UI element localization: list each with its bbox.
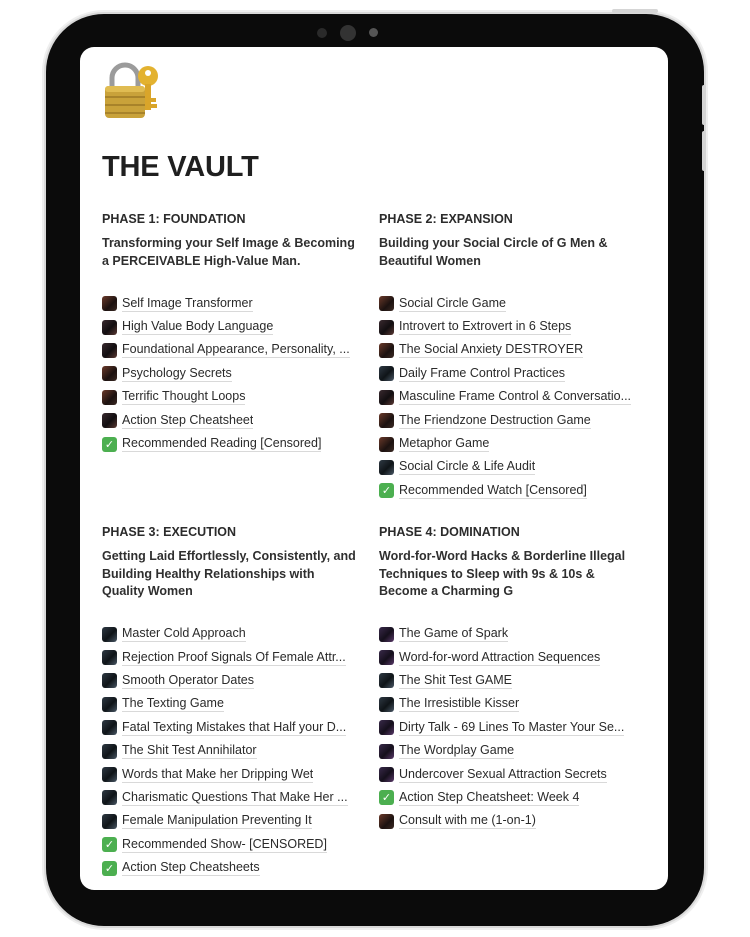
page-link[interactable]: ✓ Recommended Show- [CENSORED] xyxy=(102,833,357,856)
page-link-list xyxy=(102,623,357,880)
phase-subtitle: Getting Laid Effortlessly, Consistently, and Building Healthy Relationships with Quality Women xyxy=(102,549,356,598)
thumbnail-image-icon xyxy=(102,767,117,782)
page-link[interactable]: Dirty Talk - 69 Lines To Master Your Se... xyxy=(379,716,634,739)
phase-heading: PHASE 1: FOUNDATION xyxy=(102,212,246,226)
thumbnail-image-icon xyxy=(379,413,394,428)
thumbnail-image-icon xyxy=(102,296,117,311)
page-link[interactable]: The Texting Game xyxy=(102,693,357,716)
volume-up-button xyxy=(702,85,706,125)
thumbnail-image-icon xyxy=(379,650,394,665)
page-link[interactable]: High Value Body Language xyxy=(102,315,357,338)
page-link[interactable]: Foundational Appearance, Personality, ... xyxy=(102,339,357,362)
thumbnail-image-icon xyxy=(102,814,117,829)
page-link[interactable]: Rejection Proof Signals Of Female Attr... xyxy=(102,646,357,669)
thumbnail-image-icon xyxy=(379,697,394,712)
check-mark-icon: ✓ xyxy=(102,861,117,876)
thumbnail-image-icon xyxy=(379,720,394,735)
phase-subtitle: Building your Social Circle of G Men & Beautiful Women xyxy=(379,236,608,268)
camera-icon xyxy=(340,25,356,41)
page-link[interactable]: Smooth Operator Dates xyxy=(102,669,357,692)
page-link[interactable]: ✓ Action Step Cheatsheet: Week 4 xyxy=(379,786,634,809)
thumbnail-image-icon xyxy=(102,366,117,381)
phase-heading: PHASE 4: DOMINATION xyxy=(379,525,520,539)
page-link[interactable]: Charismatic Questions That Make Her ... xyxy=(102,786,357,809)
phase-section-1 xyxy=(102,211,357,456)
thumbnail-image-icon xyxy=(379,320,394,335)
page-link[interactable]: Terrific Thought Loops xyxy=(102,386,357,409)
page-link[interactable]: Fatal Texting Mistakes that Half your D... xyxy=(102,716,357,739)
phase-section-3 xyxy=(102,524,357,880)
light-sensor-icon xyxy=(369,28,378,37)
phase-heading: PHASE 2: EXPANSION xyxy=(379,212,513,226)
page-link[interactable]: Words that Make her Dripping Wet xyxy=(102,763,357,786)
page-link[interactable]: Word-for-word Attraction Sequences xyxy=(379,646,634,669)
page-link[interactable]: ✓ Recommended Watch [Censored] xyxy=(379,479,634,502)
page-link[interactable]: Master Cold Approach xyxy=(102,623,357,646)
thumbnail-image-icon xyxy=(102,790,117,805)
thumbnail-image-icon xyxy=(102,697,117,712)
page-link[interactable]: The Shit Test Annihilator xyxy=(102,739,357,762)
phase-section-2 xyxy=(379,211,634,503)
lock-with-key-icon xyxy=(102,62,162,120)
page-link[interactable]: The Friendzone Destruction Game xyxy=(379,409,634,432)
phase-section-4 xyxy=(379,524,634,833)
top-button xyxy=(612,9,658,13)
page-link-list xyxy=(379,623,634,834)
page-link[interactable]: Introvert to Extrovert in 6 Steps xyxy=(379,315,634,338)
page-link[interactable]: Psychology Secrets xyxy=(102,362,357,385)
thumbnail-image-icon xyxy=(102,673,117,688)
page-title: THE VAULT xyxy=(102,151,259,183)
page-link-list xyxy=(379,292,634,503)
thumbnail-image-icon xyxy=(102,720,117,735)
thumbnail-image-icon xyxy=(102,627,117,642)
sensor-icon xyxy=(317,28,327,38)
page-link[interactable]: Action Step Cheatsheet xyxy=(102,409,357,432)
thumbnail-image-icon xyxy=(102,744,117,759)
page-link[interactable]: Undercover Sexual Attraction Secrets xyxy=(379,763,634,786)
thumbnail-image-icon xyxy=(379,744,394,759)
page-link[interactable]: Metaphor Game xyxy=(379,432,634,455)
check-mark-icon: ✓ xyxy=(102,837,117,852)
page-link[interactable]: Consult with me (1-on-1) xyxy=(379,810,634,833)
page-link[interactable]: The Game of Spark xyxy=(379,623,634,646)
thumbnail-image-icon xyxy=(379,390,394,405)
page-link[interactable]: The Social Anxiety DESTROYER xyxy=(379,339,634,362)
phase-subtitle: Transforming your Self Image & Becoming a PERCEIVABLE High-Value Man. xyxy=(102,236,355,268)
screen xyxy=(80,47,668,890)
page-link[interactable]: ✓ Recommended Reading [Censored] xyxy=(102,432,357,455)
check-mark-icon: ✓ xyxy=(379,483,394,498)
page-link-list xyxy=(102,292,357,456)
thumbnail-image-icon xyxy=(102,343,117,358)
page-link[interactable]: Masculine Frame Control & Conversatio... xyxy=(379,386,634,409)
page-link[interactable]: Self Image Transformer xyxy=(102,292,357,315)
check-mark-icon: ✓ xyxy=(102,437,117,452)
page-link[interactable]: The Irresistible Kisser xyxy=(379,693,634,716)
page-link[interactable]: Social Circle & Life Audit xyxy=(379,456,634,479)
thumbnail-image-icon xyxy=(379,437,394,452)
volume-down-button xyxy=(702,131,706,171)
check-mark-icon: ✓ xyxy=(379,790,394,805)
phase-subtitle: Word-for-Word Hacks & Borderline Illegal Techniques to Sleep with 9s & 10s & Become a Charming G xyxy=(379,549,626,598)
thumbnail-image-icon xyxy=(379,814,394,829)
thumbnail-image-icon xyxy=(379,767,394,782)
page-link[interactable]: The Shit Test GAME xyxy=(379,669,634,692)
phase-heading: PHASE 3: EXECUTION xyxy=(102,525,237,539)
thumbnail-image-icon xyxy=(379,673,394,688)
thumbnail-image-icon xyxy=(102,413,117,428)
thumbnail-image-icon xyxy=(102,390,117,405)
thumbnail-image-icon xyxy=(379,460,394,475)
thumbnail-image-icon xyxy=(379,627,394,642)
page-link[interactable]: Daily Frame Control Practices xyxy=(379,362,634,385)
thumbnail-image-icon xyxy=(102,650,117,665)
thumbnail-image-icon xyxy=(379,343,394,358)
thumbnail-image-icon xyxy=(379,296,394,311)
page-link[interactable]: ✓ Action Step Cheatsheets xyxy=(102,856,357,879)
thumbnail-image-icon xyxy=(102,320,117,335)
page-link[interactable]: Female Manipulation Preventing It xyxy=(102,810,357,833)
thumbnail-image-icon xyxy=(379,366,394,381)
page-link[interactable]: The Wordplay Game xyxy=(379,739,634,762)
page-link[interactable]: Social Circle Game xyxy=(379,292,634,315)
